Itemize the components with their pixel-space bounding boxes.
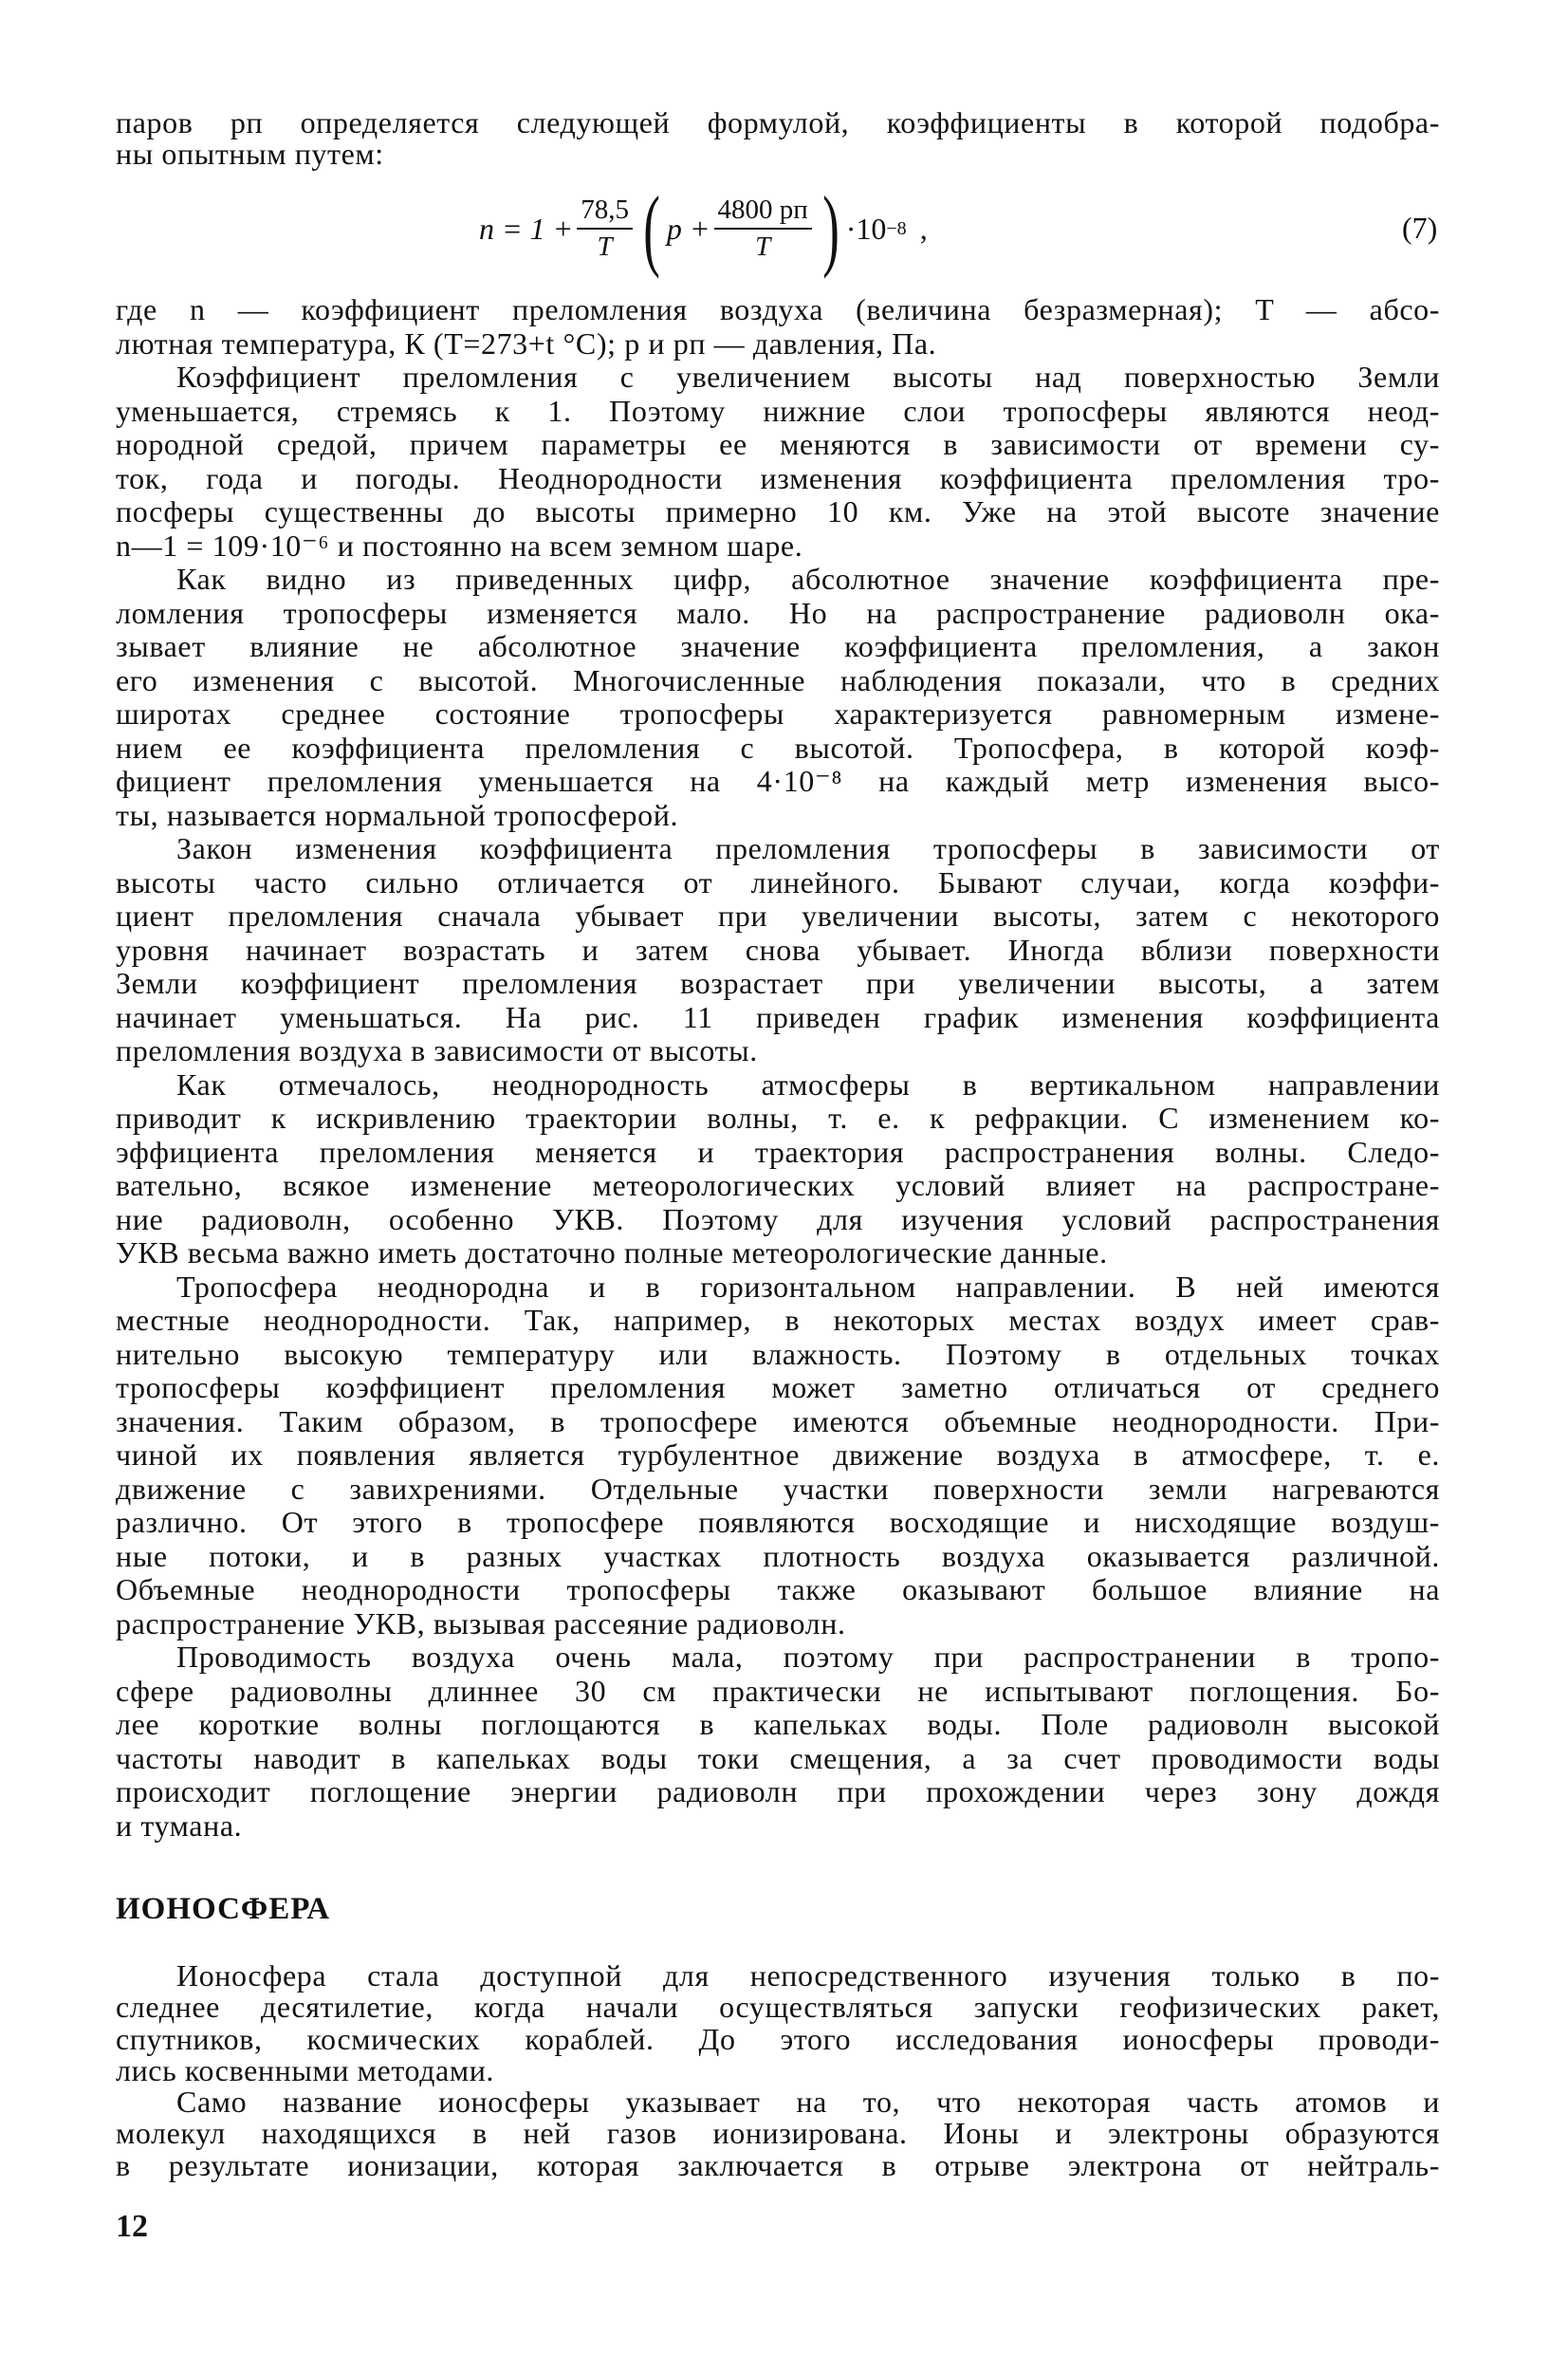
text-line: где n — коэффициент преломления воздуха (величина безразмерная); T — абсо- bbox=[116, 292, 1440, 326]
paragraph bbox=[116, 1640, 1440, 1843]
text-line: Как видно из приведенных цифр, абсолютное значение коэффициента пре- bbox=[176, 562, 1440, 596]
text-line: тропосферы коэффициент преломления может заметно отличаться от среднего bbox=[116, 1370, 1440, 1404]
fraction-1-numerator: 78,5 bbox=[577, 195, 633, 230]
text-line: Закон изменения коэффициента преломления тропосферы в зависимости от bbox=[176, 831, 1440, 865]
paragraph bbox=[116, 563, 1440, 832]
text-line: нием ее коэффициента преломления с высотой. Тропосфера, в которой коэф- bbox=[116, 730, 1440, 765]
text-line: приводит к искривлению траектории волны, т. е. к рефракции. С изменением ко- bbox=[116, 1101, 1440, 1135]
text-line: ты, называется нормальной тропосферой. bbox=[116, 797, 679, 832]
text-line: УКВ весьма важно иметь достаточно полные метеорологические данные. bbox=[116, 1235, 1108, 1270]
fraction-1 bbox=[577, 195, 633, 263]
intro-text bbox=[116, 107, 1440, 170]
text-line: Объемные неоднородности тропосферы также оказывают большое влияние на bbox=[116, 1572, 1440, 1606]
text-line: спутников, космических кораблей. До этого исследования ионосферы проводи- bbox=[116, 2021, 1440, 2056]
text-line: сфере радиоволны длиннее 30 см практически не испытывают поглощения. Бо- bbox=[116, 1673, 1440, 1708]
formula-power-of-ten: ·10 bbox=[845, 211, 887, 246]
text-line: значения. Таким образом, в тропосфере имеются объемные неоднородности. При- bbox=[116, 1403, 1440, 1438]
text-line: Коэффициент преломления с увеличением высоты над поверхностью Земли bbox=[176, 360, 1440, 394]
paragraph bbox=[116, 2086, 1440, 2181]
paragraph bbox=[116, 107, 1440, 170]
text-line: n—1 = 109·10⁻⁶ и постоянно на всем земном шаре. bbox=[116, 528, 803, 563]
text-line: преломления воздуха в зависимости от высоты. bbox=[116, 1033, 758, 1067]
text-line: Тропосфера неоднородна и в горизонтальном направлении. В ней имеются bbox=[176, 1269, 1440, 1304]
text-line: Ионосфера стала доступной для непосредственного изучения только в по- bbox=[176, 1958, 1440, 1993]
text-line: ток, года и погоды. Неоднородности изменения коэффициента преломления тро- bbox=[116, 460, 1440, 495]
text-line: Земли коэффициент преломления возрастает при увеличении высоты, а затем bbox=[116, 966, 1440, 1000]
text-line: фициент преломления уменьшается на 4·10⁻⁸ на каждый метр изменения высо- bbox=[116, 764, 1440, 798]
text-line: движение с завихрениями. Отдельные участки поверхности земли нагреваются bbox=[116, 1471, 1440, 1506]
text-line: зывает влияние не абсолютное значение коэффициента преломления, а закон bbox=[116, 629, 1440, 663]
text-line: ние радиоволн, особенно УКВ. Поэтому для изучения условий распространения bbox=[116, 1201, 1440, 1236]
open-paren: ( bbox=[643, 177, 660, 279]
text-line: нородной средой, причем параметры ее меняются в зависимости от времени су- bbox=[116, 427, 1440, 461]
paragraph bbox=[116, 1270, 1440, 1641]
text-line: нительно высокую температуру или влажность. Поэтому в отдельных точках bbox=[116, 1336, 1440, 1371]
text-line: уменьшается, стремясь к 1. Поэтому нижние слои тропосферы являются неод- bbox=[116, 393, 1440, 428]
ionosphere-text bbox=[116, 1960, 1440, 2181]
text-line: ны опытным путем: bbox=[116, 137, 384, 171]
text-line: лее короткие волны поглощаются в капельках воды. Поле радиоволн высокой bbox=[116, 1707, 1440, 1741]
fraction-2 bbox=[714, 195, 812, 263]
text-line: в результате ионизации, которая заключается в отрыве электрона от нейтраль- bbox=[116, 2147, 1440, 2182]
paragraph bbox=[116, 293, 1440, 361]
text-line: его изменения с высотой. Многочисленные наблюдения показали, что в средних bbox=[116, 662, 1440, 697]
text-line: эффициента преломления меняется и траектория распространения волны. Следо- bbox=[116, 1134, 1440, 1169]
section-heading: ИОНОСФЕРА bbox=[116, 1892, 331, 1926]
paragraph bbox=[116, 832, 1440, 1068]
equation-number: (7) bbox=[1402, 211, 1438, 245]
text-line: циент преломления сначала убывает при увеличении высоты, затем с некоторого bbox=[116, 899, 1440, 933]
text-line: уровня начинает возрастать и затем снова убывает. Иногда вблизи поверхности bbox=[116, 932, 1440, 967]
paragraph bbox=[116, 1068, 1440, 1270]
text-line: начинает уменьшаться. На рис. 11 приведен график изменения коэффициента bbox=[116, 999, 1440, 1034]
formula-p-plus: p + bbox=[666, 211, 710, 246]
text-line: молекул находящихся в ней газов ионизирована. Ионы и электроны образуются bbox=[116, 2116, 1440, 2151]
fraction-2-denominator: T bbox=[755, 232, 771, 262]
text-line: местные неоднородности. Так, например, в некоторых местах воздух имеет срав- bbox=[116, 1303, 1440, 1337]
text-line: ные потоки, и в разных участках плотность воздуха оказывается различной. bbox=[116, 1538, 1440, 1573]
text-line: вательно, всякое изменение метеорологических условий влияет на распростране- bbox=[116, 1168, 1440, 1202]
formula-comma: , bbox=[919, 211, 928, 246]
body-text bbox=[116, 293, 1440, 1843]
text-line: Само название ионосферы указывает на то, что некоторая часть атомов и bbox=[176, 2085, 1440, 2120]
text-line: частоты наводит в капельках воды токи смещения, а за счет проводимости воды bbox=[116, 1740, 1440, 1775]
paragraph bbox=[116, 361, 1440, 563]
text-line: и тумана. bbox=[116, 1807, 243, 1843]
text-line: широтах среднее состояние тропосферы характеризуется равномерным измене- bbox=[116, 696, 1440, 731]
paragraph bbox=[116, 1960, 1440, 2086]
text-line: распространение УКВ, вызывая рассеяние радиоволн. bbox=[116, 1605, 846, 1640]
formula-exponent: −8 bbox=[886, 217, 907, 239]
fraction-2-numerator: 4800 pп bbox=[714, 195, 812, 230]
close-paren: ) bbox=[821, 177, 839, 279]
text-line: происходит поглощение энергии радиоволн при прохождении через зону дождя bbox=[116, 1774, 1440, 1808]
text-line: следнее десятилетие, когда начали осуществляться запуски геофизических ракет, bbox=[116, 1990, 1440, 2025]
text-line: высоты часто сильно отличается от линейного. Бывают случаи, когда коэффи- bbox=[116, 864, 1440, 899]
text-line: различно. От этого в тропосфере появляются восходящие и нисходящие воздуш- bbox=[116, 1505, 1440, 1539]
text-line: посферы существенны до высоты примерно 10 км. Уже на этой высоте значение bbox=[116, 494, 1440, 528]
text-line: ломления тропосферы изменяется мало. Но на распространение радиоволн ока- bbox=[116, 595, 1440, 630]
text-line: лютная температура, К (T=273+t °C); p и pп — давления, Па. bbox=[116, 325, 937, 361]
text-line: чиной их появления является турбулентное движение воздуха в атмосфере, т. е. bbox=[116, 1437, 1440, 1472]
page-number: 12 bbox=[116, 2209, 148, 2244]
fraction-1-denominator: T bbox=[597, 232, 613, 262]
text-line: Как отмечалось, неоднородность атмосферы в вертикальном направлении bbox=[176, 1066, 1440, 1102]
text-line: Проводимость воздуха очень мала, поэтому при распространении в тропо- bbox=[176, 1640, 1440, 1674]
formula-lhs: n = 1 + bbox=[479, 211, 574, 246]
text-line: паров pп определяется следующей формулой, коэффициенты в которой подобра- bbox=[116, 105, 1440, 139]
text-line: лись косвенными методами. bbox=[116, 2052, 495, 2087]
refraction-formula bbox=[479, 176, 928, 281]
